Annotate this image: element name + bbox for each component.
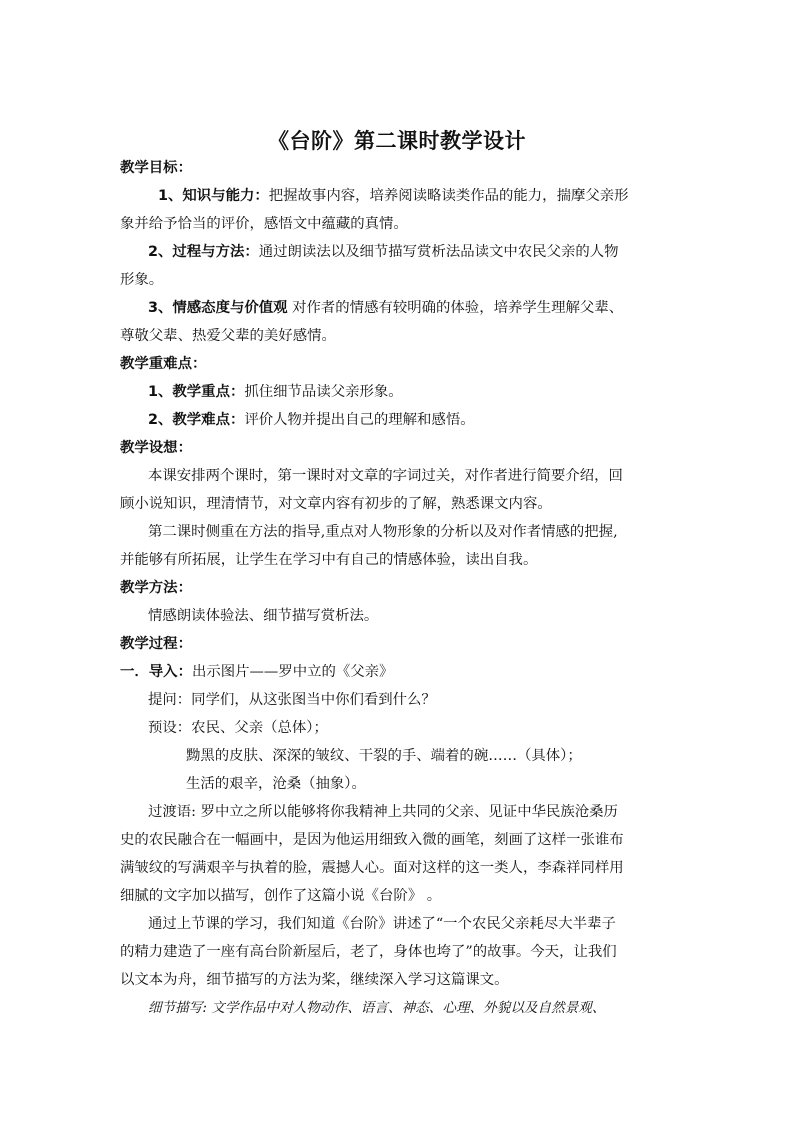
transition-line3: 满皱纹的写满艰辛与执着的脸，震撼人心。面对这样的这一类人，李森祥同样用 xyxy=(120,860,624,876)
transition-line2: 史的农民融合在一幅画中，是因为他运用细致入微的画笔，刻画了这样一张谁布 xyxy=(120,832,624,848)
keypoint-item-1-text: 抓住细节品读父亲形象。 xyxy=(244,384,403,400)
goals-item-3-text: 对作者的情感有较明确的体验，培养学生理解父辈、 xyxy=(292,300,624,316)
goals-item-2 xyxy=(148,242,619,262)
design-p2-line2: 并能够有所拓展，让学生在学习中有自己的情感体验，读出自我。 xyxy=(120,552,538,568)
goals-item-3 xyxy=(148,298,623,318)
process-question: 提问：同学们，从这张图当中你们看到什么？ xyxy=(148,692,436,708)
keypoint-item-1 xyxy=(148,382,403,402)
keypoints-heading: 教学重难点： xyxy=(120,356,207,372)
design-heading: 教学设想： xyxy=(120,440,192,456)
goals-item-2-label: 2、过程与方法： xyxy=(148,244,259,260)
review-line2: 的精力建造了一座有高台阶新屋后，老了，身体也垮了”的故事。今天，让我们 xyxy=(120,944,617,960)
transition-line1: 过渡语: 罗中立之所以能够将你我精神上共同的父亲、见证中华民族沧桑历 xyxy=(148,804,618,820)
keypoint-item-2-label: 2、教学难点： xyxy=(148,412,245,428)
methods-heading: 教学方法： xyxy=(120,580,192,596)
goals-item-1-text: 把握故事内容，培养阅读略读类作品的能力，揣摩父亲形 xyxy=(268,188,629,204)
detail-note: 细节描写: 文学作品中对人物动作、语言、神态、心理、外貌以及自然景观、 xyxy=(148,1000,606,1016)
process-intro xyxy=(120,662,393,682)
process-preset-abstract: 生活的艰辛，沧桑（抽象）。 xyxy=(186,776,366,792)
document-title: 《台阶》第二课时教学设计 xyxy=(268,129,526,153)
goals-item-2-text: 通过朗读法以及细节描写赏析法品读文中农民父亲的人物 xyxy=(258,244,619,260)
methods-text: 情感朗读体验法、细节描写赏析法。 xyxy=(148,608,379,624)
process-intro-text: 出示图片——罗中立的《父亲》 xyxy=(191,664,394,680)
process-intro-label: 一．导入： xyxy=(120,664,192,680)
design-p1-line2: 顾小说知识，理清情节，对文章内容有初步的了解，熟悉课文内容。 xyxy=(120,496,552,512)
goals-item-1-label: 1、知识与能力： xyxy=(158,188,269,204)
goals-item-1 xyxy=(158,186,629,206)
goals-item-1-cont: 象并给予恰当的评价，感悟文中蕴藏的真情。 xyxy=(120,216,408,232)
goals-item-2-cont: 形象。 xyxy=(120,272,164,288)
process-preset: 预设：农民、父亲（总体）； xyxy=(148,720,328,736)
transition-line4: 细腻的文字加以描写，创作了这篇小说《台阶》 。 xyxy=(120,888,442,904)
process-heading: 教学过程： xyxy=(120,636,192,652)
review-line1: 通过上节课的学习，我们知道《台阶》讲述了“一个农民父亲耗尽大半辈子 xyxy=(148,916,616,932)
design-p2-line1: 第二课时侧重在方法的指导,重点对人物形象的分析以及对作者情感的把握, xyxy=(148,524,618,540)
review-line3: 以文本为舟，细节描写的方法为桨，继续深入学习这篇课文。 xyxy=(120,972,509,988)
keypoint-item-2-text: 评价人物并提出自己的理解和感悟。 xyxy=(244,412,475,428)
process-preset-concrete: 黝黑的皮肤、深深的皱纹、干裂的手、端着的碗……（具体）； xyxy=(186,748,582,764)
keypoint-item-2 xyxy=(148,410,475,430)
goals-item-3-label: 3、情感态度与价值观 xyxy=(148,300,288,316)
goals-heading: 教学目标： xyxy=(120,160,192,176)
keypoint-item-1-label: 1、教学重点： xyxy=(148,384,245,400)
goals-item-3-cont: 尊敬父辈、热爱父辈的美好感情。 xyxy=(120,328,336,344)
design-p1-line1: 本课安排两个课时，第一课时对文章的字词过关，对作者进行简要介绍，回 xyxy=(148,468,623,484)
